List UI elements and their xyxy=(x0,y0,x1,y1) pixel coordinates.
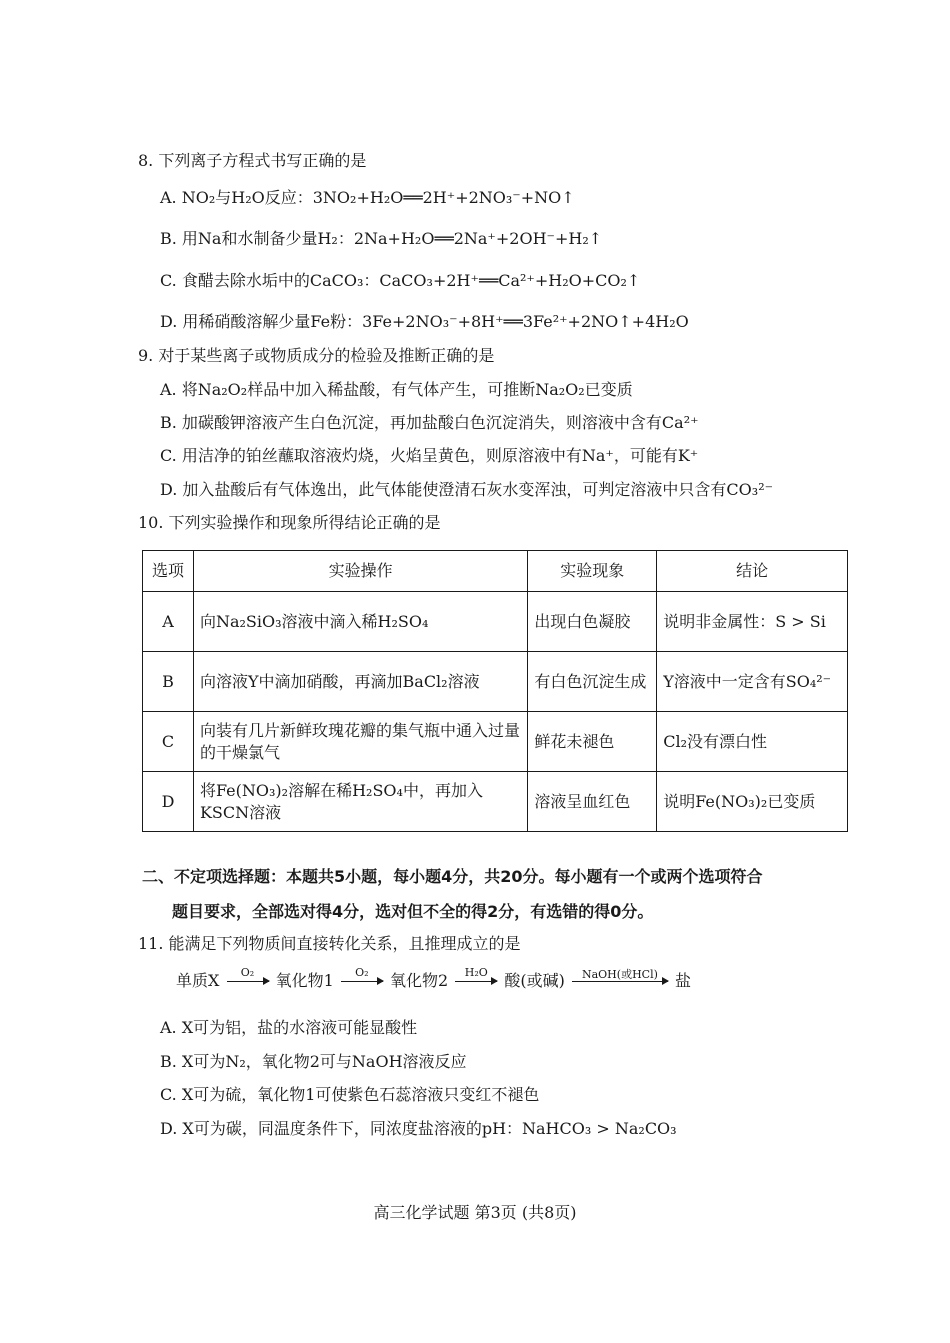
row-option: A xyxy=(143,592,194,652)
chain-arrow-3 xyxy=(455,966,497,982)
q8-stem: 8. 下列离子方程式书写正确的是 xyxy=(138,151,367,170)
table-row xyxy=(143,592,848,652)
q11-option-b: B. X可为N₂，氧化物2可与NaOH溶液反应 xyxy=(160,1052,467,1071)
chain-arrow-2 xyxy=(341,966,383,982)
table-row xyxy=(143,652,848,712)
q11-option-a: A. X可为铝，盐的水溶液可能显酸性 xyxy=(160,1018,418,1037)
row-operation: 向装有几片新鲜玫瑰花瓣的集气瓶中通入过量的干燥氯气 xyxy=(193,712,527,772)
q11-option-d: D. X可为碳，同温度条件下，同浓度盐溶液的pH：NaHCO₃ > Na₂CO₃ xyxy=(160,1119,677,1138)
chain-substance-4: 酸(或碱) xyxy=(504,971,565,990)
chain-arrow-4 xyxy=(572,968,668,982)
q9-option-c: C. 用洁净的铂丝蘸取溶液灼烧，火焰呈黄色，则原溶液中有Na⁺，可能有K⁺ xyxy=(160,446,699,465)
row-conclusion: Cl₂没有漂白性 xyxy=(657,712,848,772)
row-phenomenon: 溶液呈血红色 xyxy=(528,772,657,832)
q8-option-a: A. NO₂与H₂O反应：3NO₂+H₂O══2H⁺+2NO₃⁻+NO↑ xyxy=(160,188,575,207)
table-row xyxy=(143,772,848,832)
chain-arrow-label-1: O₂ xyxy=(240,966,255,979)
row-option: B xyxy=(143,652,194,712)
row-operation: 向溶液Y中滴加硝酸，再滴加BaCl₂溶液 xyxy=(193,652,527,712)
row-option: D xyxy=(143,772,194,832)
chain-arrow-label-4: NaOH(或HCl) xyxy=(581,968,658,981)
header-operation: 实验操作 xyxy=(193,551,527,592)
row-conclusion: 说明非金属性：S > Si xyxy=(657,592,848,652)
row-phenomenon: 出现白色凝胶 xyxy=(528,592,657,652)
row-conclusion: 说明Fe(NO₃)₂已变质 xyxy=(657,772,848,832)
q9-option-b: B. 加碳酸钾溶液产生白色沉淀，再加盐酸白色沉淀消失，则溶液中含有Ca²⁺ xyxy=(160,413,699,432)
row-operation: 将Fe(NO₃)₂溶解在稀H₂SO₄中，再加入KSCN溶液 xyxy=(193,772,527,832)
row-option: C xyxy=(143,712,194,772)
q10-table xyxy=(142,550,848,832)
section2-heading-line2: 题目要求，全部选对得4分，选对但不全的得2分，有选错的得0分。 xyxy=(172,902,654,921)
q11-option-c: C. X可为硫，氧化物1可使紫色石蕊溶液只变红不褪色 xyxy=(160,1085,540,1104)
chain-substance-3: 氧化物2 xyxy=(389,971,449,990)
table-header-row xyxy=(143,551,848,592)
conversion-chain xyxy=(176,968,691,991)
header-option: 选项 xyxy=(143,551,194,592)
header-conclusion: 结论 xyxy=(657,551,848,592)
section2-heading-line1: 二、不定项选择题：本题共5小题，每小题4分，共20分。每小题有一个或两个选项符合 xyxy=(142,867,763,886)
chain-substance-1: 单质X xyxy=(176,971,220,990)
row-operation: 向Na₂SiO₃溶液中滴入稀H₂SO₄ xyxy=(193,592,527,652)
q11-stem: 11. 能满足下列物质间直接转化关系，且推理成立的是 xyxy=(138,934,521,953)
header-phenomenon: 实验现象 xyxy=(528,551,657,592)
q8-option-d: D. 用稀硝酸溶解少量Fe粉：3Fe+2NO₃⁻+8H⁺══3Fe²⁺+2NO↑+4H₂O xyxy=(160,312,689,331)
row-phenomenon: 鲜花未褪色 xyxy=(528,712,657,772)
q9-stem: 9. 对于某些离子或物质成分的检验及推断正确的是 xyxy=(138,346,495,365)
q8-option-c: C. 食醋去除水垢中的CaCO₃：CaCO₃+2H⁺══Ca²⁺+H₂O+CO₂↑ xyxy=(160,271,641,290)
q9-option-a: A. 将Na₂O₂样品中加入稀盐酸，有气体产生，可推断Na₂O₂已变质 xyxy=(160,380,633,399)
chain-arrow-label-3: H₂O xyxy=(464,966,488,979)
row-conclusion: Y溶液中一定含有SO₄²⁻ xyxy=(657,652,848,712)
q8-option-b: B. 用Na和水制备少量H₂：2Na+H₂O══2Na⁺+2OH⁻+H₂↑ xyxy=(160,229,603,248)
chain-substance-5: 盐 xyxy=(675,971,692,990)
chain-arrow-label-2: O₂ xyxy=(355,966,369,979)
chain-substance-2: 氧化物1 xyxy=(275,971,334,990)
page-footer: 高三化学试题 第3页 (共8页) xyxy=(373,1203,577,1222)
table-row xyxy=(143,712,848,772)
q10-stem: 10. 下列实验操作和现象所得结论正确的是 xyxy=(138,513,441,532)
q9-option-d: D. 加入盐酸后有气体逸出，此气体能使澄清石灰水变浑浊，可判定溶液中只含有CO₃²⁻ xyxy=(160,480,774,499)
chain-arrow-1 xyxy=(227,966,269,982)
row-phenomenon: 有白色沉淀生成 xyxy=(528,652,657,712)
